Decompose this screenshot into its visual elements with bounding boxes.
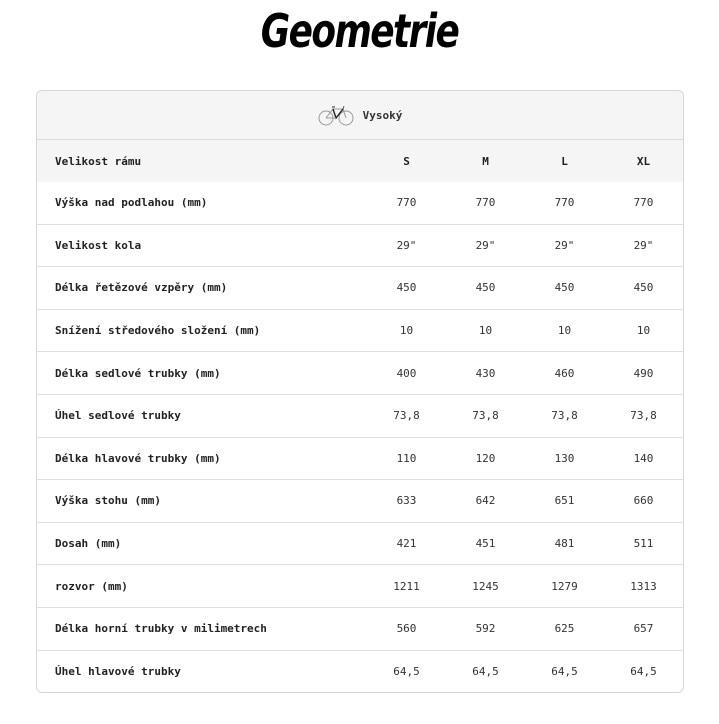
cell-value: 481	[554, 537, 575, 551]
cell-value: 110	[396, 451, 417, 465]
cell-value: 10	[478, 324, 493, 338]
cell-value: 451	[475, 537, 496, 551]
table-row	[37, 608, 683, 651]
table-row	[37, 438, 683, 481]
cell-value: 10	[399, 324, 414, 338]
cell-value: 460	[554, 366, 575, 380]
cell-value: 10	[557, 324, 572, 338]
cell-value: 130	[554, 451, 575, 465]
cell-value: 120	[475, 451, 496, 465]
row-label: Výška nad podlahou (mm)	[55, 196, 208, 210]
cell-value: 64,5	[472, 665, 499, 679]
cell-value: 29"	[633, 238, 654, 252]
column-header-m: M	[482, 154, 489, 168]
row-label: Snížení středového složení (mm)	[55, 324, 261, 338]
cell-value: 633	[396, 494, 417, 508]
bicycle-icon	[318, 104, 354, 126]
table-row	[37, 651, 683, 693]
cell-value: 560	[396, 622, 417, 636]
table-row	[37, 565, 683, 608]
table-row	[37, 352, 683, 395]
cell-value: 1211	[393, 579, 420, 593]
column-header-l: L	[561, 154, 568, 168]
cell-value: 73,8	[551, 409, 578, 423]
row-label: Úhel hlavové trubky	[55, 665, 181, 679]
cell-value: 1245	[472, 579, 499, 593]
cell-value: 660	[633, 494, 654, 508]
column-header-xl: XL	[636, 154, 651, 168]
cell-value: 511	[633, 537, 654, 551]
row-label: Délka sedlové trubky (mm)	[55, 366, 221, 380]
row-label: Délka horní trubky v milimetrech	[55, 622, 267, 636]
cell-value: 421	[396, 537, 417, 551]
column-header-s: S	[403, 154, 410, 168]
row-label: rozvor (mm)	[55, 579, 128, 593]
cell-value: 450	[554, 281, 575, 295]
table-row	[37, 225, 683, 268]
table-row	[37, 310, 683, 353]
row-label: Dosah (mm)	[55, 537, 122, 551]
row-label: Délka řetězové vzpěry (mm)	[55, 281, 228, 295]
cell-value: 29"	[475, 238, 496, 252]
cell-value: 29"	[554, 238, 575, 252]
cell-value: 450	[475, 281, 496, 295]
cell-value: 490	[633, 366, 654, 380]
cell-value: 64,5	[551, 665, 578, 679]
geometry-card	[36, 90, 684, 693]
table-row	[37, 267, 683, 310]
cell-value: 73,8	[472, 409, 499, 423]
cell-value: 400	[396, 366, 417, 380]
cell-value: 592	[475, 622, 496, 636]
cell-value: 140	[633, 451, 654, 465]
cell-value: 430	[475, 366, 496, 380]
cell-value: 1313	[630, 579, 657, 593]
cell-value: 770	[554, 196, 575, 210]
card-header	[37, 91, 683, 140]
cell-value: 450	[633, 281, 654, 295]
page-title: Geometrie	[260, 4, 459, 58]
column-header-frame-size: Velikost rámu	[55, 154, 142, 168]
cell-value: 64,5	[393, 665, 420, 679]
row-label: Délka hlavové trubky (mm)	[55, 451, 221, 465]
row-label: Velikost kola	[55, 238, 142, 252]
cell-value: 1279	[551, 579, 578, 593]
cell-value: 657	[633, 622, 654, 636]
cell-value: 651	[554, 494, 575, 508]
cell-value: 29"	[396, 238, 417, 252]
geometry-variant-label: Vysoký	[362, 108, 403, 122]
cell-value: 625	[554, 622, 575, 636]
table-row	[37, 395, 683, 438]
row-label: Úhel sedlové trubky	[55, 409, 181, 423]
cell-value: 10	[636, 324, 651, 338]
table-row	[37, 182, 683, 225]
cell-value: 770	[633, 196, 654, 210]
cell-value: 64,5	[630, 665, 657, 679]
table-row	[37, 480, 683, 523]
table-header-row	[37, 140, 683, 182]
cell-value: 450	[396, 281, 417, 295]
cell-value: 770	[396, 196, 417, 210]
cell-value: 642	[475, 494, 496, 508]
row-label: Výška stohu (mm)	[55, 494, 161, 508]
cell-value: 73,8	[630, 409, 657, 423]
cell-value: 73,8	[393, 409, 420, 423]
cell-value: 770	[475, 196, 496, 210]
table-row	[37, 523, 683, 566]
